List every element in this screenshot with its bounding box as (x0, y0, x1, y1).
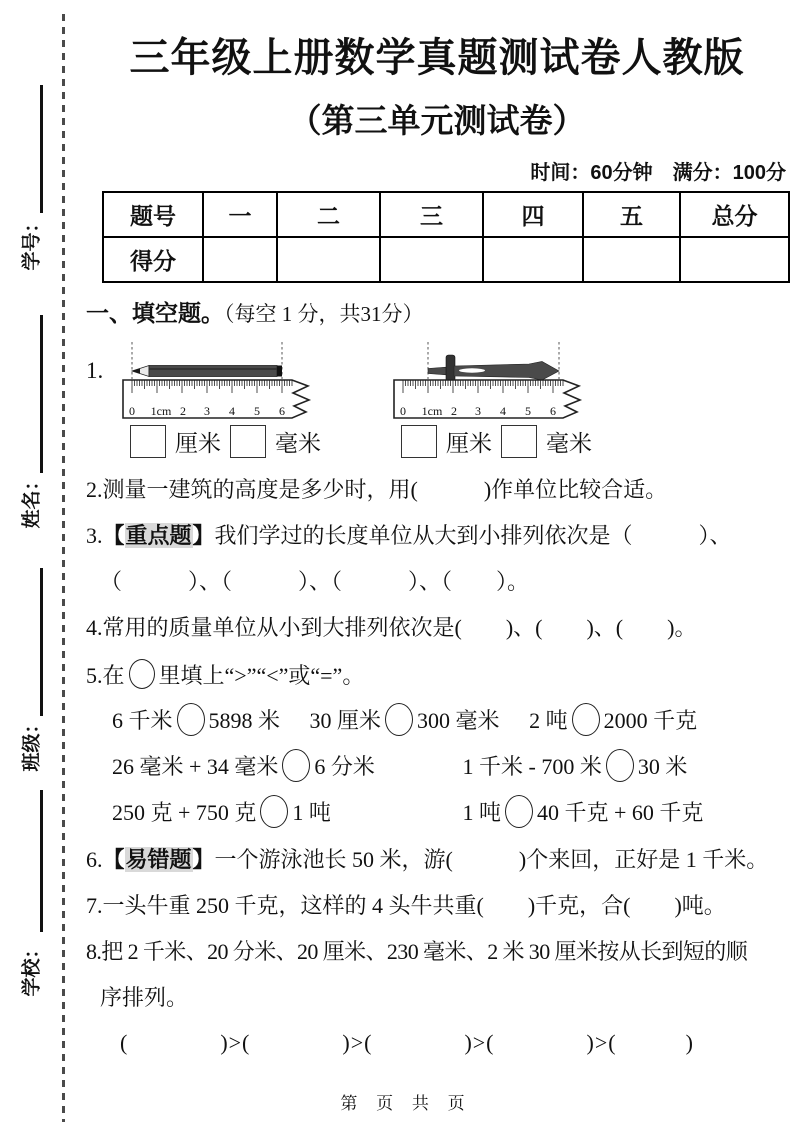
page-subtitle: （第三单元测试卷） (288, 102, 586, 139)
comparison-item (463, 754, 688, 779)
signature-line-name[interactable] (40, 315, 43, 473)
question-1 (86, 336, 788, 458)
comparison-left: 26 毫米 + 34 毫米 (112, 754, 279, 779)
score-cell[interactable] (380, 237, 483, 282)
score-table-header-cell: 三 (380, 192, 483, 237)
score-table-header-cell: 一 (203, 192, 277, 237)
score-table-header-cell: 二 (277, 192, 380, 237)
comparison-item (112, 795, 457, 828)
ruler-tick-label: 4 (500, 404, 506, 418)
ruler-tick-label: 4 (229, 404, 235, 418)
comparison-right: 1 吨 (292, 800, 331, 825)
score-table-score-row (103, 237, 789, 282)
comparison-left: 6 千米 (112, 708, 173, 733)
section-1-heading (86, 295, 788, 328)
question-3 (86, 521, 788, 550)
comparison-item (310, 708, 500, 733)
q5-comparison-row (86, 795, 788, 828)
key-point-tag (103, 523, 215, 548)
answer-box[interactable] (130, 425, 166, 458)
signature-line-student-id[interactable] (40, 85, 43, 213)
comparison-circle[interactable] (260, 795, 288, 828)
comparison-item (463, 800, 704, 825)
margin-label-class: 班级： (21, 714, 43, 772)
page-title: 三年级上册数学真题测试卷人教版 (129, 36, 745, 80)
question-5-intro (86, 659, 788, 690)
comparison-item (529, 708, 697, 733)
score-cell[interactable] (483, 237, 583, 282)
ruler-tick-label: 5 (525, 404, 531, 418)
dart-ruler-figure (391, 336, 591, 420)
ruler-tick-label: 0 (129, 404, 135, 418)
score-table-header-cell: 四 (483, 192, 583, 237)
unit-label: 厘米 (175, 431, 221, 456)
score-cell[interactable] (203, 237, 277, 282)
question-3-text: 我们学过的长度单位从大到小排列依次是（ ）、 (214, 523, 732, 548)
ruler-tick-label: 3 (475, 404, 481, 418)
pencil-ruler-group (120, 336, 321, 458)
ruler-tick-label: 6 (550, 404, 556, 418)
error-prone-tag (103, 847, 215, 872)
comparison-left: 1 吨 (462, 800, 502, 825)
unit-label: 毫米 (546, 431, 592, 456)
pencil-icon (132, 366, 282, 377)
score-table (102, 191, 790, 283)
unit-label: 毫米 (275, 431, 321, 456)
dart-icon (428, 355, 559, 383)
question-2: 2.测量一建筑的高度是多少时，用( )作单位比较合适。 (86, 477, 668, 502)
comparison-right: 6 分米 (314, 754, 375, 779)
tag-bracket-close: 】 (192, 523, 215, 548)
comparison-left: 2 吨 (529, 708, 568, 733)
question-6-text: 一个游泳池长 50 米，游( )个来回，正好是 1 千米。 (214, 847, 769, 872)
question-6 (86, 845, 788, 874)
score-cell[interactable] (680, 237, 789, 282)
comparison-item (112, 749, 457, 782)
question-4: 4.常用的质量单位从小到大排列依次是( )、( )、( )。 (86, 615, 697, 640)
question-6-number: 6. (86, 847, 103, 872)
dart-ruler-group (391, 336, 592, 458)
answer-box[interactable] (401, 425, 437, 458)
score-table-header-cell: 总分 (680, 192, 789, 237)
comparison-circle[interactable] (177, 703, 205, 736)
score-table-header-row (103, 192, 789, 237)
page-footer: 第 页 共 页 (340, 1094, 472, 1113)
margin-label-school: 学校： (21, 939, 43, 997)
section-heading-main: 一、填空题。 (86, 301, 224, 326)
answer-box-row (130, 425, 321, 458)
ruler-tick-label: 1cm (421, 404, 443, 418)
tag-text: 重点题 (125, 523, 192, 548)
comparison-right: 30 米 (637, 754, 688, 779)
question-5-intro-post: 里填上“>”“<”或“=”。 (158, 663, 365, 688)
comparison-circle[interactable] (505, 795, 533, 828)
q5-comparison-row (86, 703, 788, 736)
dashed-cut-line (62, 14, 65, 1122)
ruler-tick-label: 3 (204, 404, 210, 418)
score-cell[interactable] (277, 237, 380, 282)
comparison-circle[interactable] (606, 749, 634, 782)
question-8: 8.把 2 千米、20 分米、20 厘米、230 毫米、2 米 30 厘米按从长到短的顺 (86, 939, 748, 964)
comparison-left: 1 千米 - 700 米 (462, 754, 602, 779)
ruler-tick-label: 5 (254, 404, 260, 418)
answer-box[interactable] (501, 425, 537, 458)
score-row-label: 得分 (103, 237, 203, 282)
signature-line-class[interactable] (40, 568, 43, 716)
comparison-circle[interactable] (572, 703, 600, 736)
comparison-right: 40 千克 + 60 千克 (537, 800, 704, 825)
ruler-tick-label: 6 (279, 404, 285, 418)
score-table-header-cell: 五 (583, 192, 680, 237)
unit-label: 厘米 (446, 431, 492, 456)
tag-bracket-close: 】 (192, 847, 215, 872)
signature-line-school[interactable] (40, 790, 43, 932)
answer-box[interactable] (230, 425, 266, 458)
section-heading-note: （每空 1 分，共31分） (224, 302, 424, 326)
question-3-number: 3. (86, 523, 103, 548)
question-7: 7.一头牛重 250 千克，这样的 4 头牛共重( )千克，合( )吨。 (86, 893, 726, 918)
question-5-intro-pre: 5.在 (86, 663, 125, 688)
paper-content (86, 0, 788, 1057)
ruler-tick-label: 2 (451, 404, 457, 418)
comparison-circle[interactable] (385, 703, 413, 736)
margin-label-student-id: 学号： (21, 213, 43, 271)
exam-time-score-meta: 时间：60分钟 满分：100分 (530, 162, 786, 184)
answer-box-row (401, 425, 592, 458)
comparison-left: 250 克 + 750 克 (112, 800, 257, 825)
tag-bracket-open: 【 (102, 847, 125, 872)
tag-text: 易错题 (125, 847, 192, 872)
question-8-line2: 序排列。 (100, 985, 189, 1010)
comparison-item (112, 708, 280, 733)
margin-label-name: 姓名： (21, 471, 43, 529)
score-table-header-cell: 题号 (103, 192, 203, 237)
question-1-number: 1. (86, 358, 104, 383)
ruler-tick-label: 1cm (150, 404, 172, 418)
ruler-tick-label: 2 (180, 404, 186, 418)
comparison-right: 2000 千克 (603, 708, 698, 733)
comparison-circle (129, 659, 155, 689)
comparison-left: 30 厘米 (309, 708, 382, 733)
pencil-ruler-figure (120, 336, 320, 420)
q5-comparison-row (86, 749, 788, 782)
comparison-right: 300 毫米 (417, 708, 500, 733)
ruler-tick-label: 0 (400, 404, 406, 418)
tag-bracket-open: 【 (102, 523, 125, 548)
question-8-answer-line[interactable]: ( )>( )>( )>( )>( ) (120, 1030, 694, 1055)
comparison-circle[interactable] (282, 749, 310, 782)
comparison-right: 5898 米 (208, 708, 281, 733)
score-cell[interactable] (583, 237, 680, 282)
question-3-line2: （ ）、（ ）、（ ）、（ ）。 (100, 569, 530, 594)
